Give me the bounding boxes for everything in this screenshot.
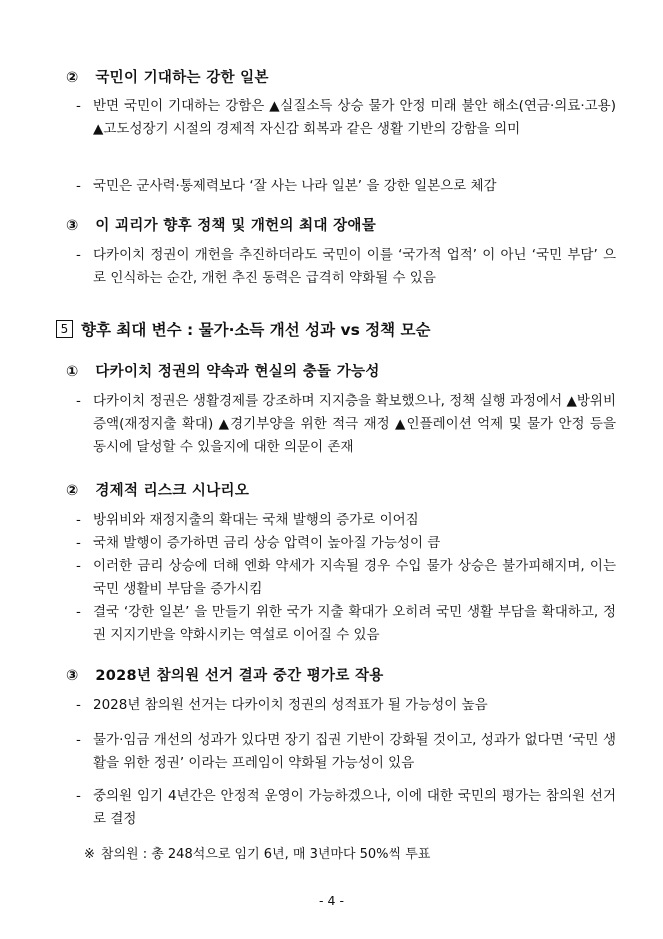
- bullet-dash: -: [76, 604, 81, 620]
- page-number: - 4 -: [319, 893, 344, 908]
- footnote-text: 참의원 : 총 248석으로 임기 6년, 매 3년마다 50%씩 투표: [100, 847, 431, 862]
- heading-number: ③: [66, 668, 79, 684]
- bullet-item: [76, 244, 616, 290]
- bullet-dash: -: [76, 558, 81, 574]
- heading-title: 경제적 리스크 시나리오: [95, 483, 250, 499]
- bullet-text: 방위비와 재정지출의 확대는 국채 발행의 증가로 이어짐: [93, 512, 419, 528]
- bullet-item: [76, 95, 616, 141]
- subsection-heading-2: [66, 479, 249, 500]
- bullet-item: [76, 175, 616, 198]
- section-heading-3: [66, 214, 376, 235]
- section-heading-2: [66, 66, 269, 87]
- footnote: [84, 843, 430, 862]
- heading-number: ③: [66, 218, 79, 234]
- bullet-text: 국민은 군사력·통제력보다 ‘잘 사는 나라 일본’ 을 강한 일본으로 체감: [93, 178, 497, 194]
- bullet-text: 다카이치 정권이 개헌을 추진하더라도 국민이 이를 ‘국가적 업적’ 이 아닌 ‘국민 부담’ 으로 인식하는 순간, 개헌 추진 동력은 급격히 약화될 수 있음: [93, 247, 616, 286]
- bullet-text: 이러한 금리 상승에 더해 엔화 약세가 지속될 경우 수입 물가 상승은 불가피해지며, 이는 국민 생활비 부담을 증가시킴: [93, 558, 616, 597]
- bullet-text: 국채 발행이 증가하면 금리 상승 압력이 높아질 가능성이 큼: [93, 535, 441, 551]
- bullet-item: [76, 509, 616, 532]
- bullet-item: [76, 532, 616, 555]
- heading-number: ①: [66, 364, 79, 380]
- heading-title: 이 괴리가 향후 정책 및 개헌의 최대 장애물: [95, 218, 377, 234]
- bullet-item: [76, 390, 616, 459]
- bullet-dash: -: [76, 512, 81, 528]
- part-heading-5: [56, 318, 431, 340]
- heading-number: ②: [66, 483, 79, 499]
- bullet-item: [76, 785, 616, 831]
- bullet-text: 다카이치 정권은 생활경제를 강조하며 지지층을 확보했으나, 정책 실행 과정에서 ▲방위비 증액(재정지출 확대) ▲경기부양을 위한 적극 재정 ▲인플레이션 억제 및 물가 안정 등을 동시에 달성할 수 있을지에 대한 의문이 존재: [93, 393, 616, 455]
- bullet-item: [76, 729, 616, 775]
- bullet-item: [76, 694, 616, 717]
- bullet-text: 물가·임금 개선의 성과가 있다면 장기 집권 기반이 강화될 것이고, 성과가 없다면 ‘국민 생활을 위한 정권’ 이라는 프레임이 약화될 가능성이 있음: [93, 732, 616, 771]
- bullet-dash: -: [76, 732, 81, 748]
- part-title: 향후 최대 변수 : 물가·소득 개선 성과 vs 정책 모순: [81, 321, 431, 339]
- bullet-dash: -: [76, 393, 81, 409]
- bullet-item: [76, 555, 616, 601]
- bullet-dash: -: [76, 535, 81, 551]
- bullet-dash: -: [76, 247, 81, 263]
- reference-mark: ※: [84, 847, 95, 862]
- bullet-dash: -: [76, 98, 81, 114]
- bullet-text: 2028년 참의원 선거는 다카이치 정권의 성적표가 될 가능성이 높음: [93, 697, 488, 713]
- heading-number: ②: [66, 70, 79, 86]
- bullet-dash: -: [76, 697, 81, 713]
- bullet-text: 반면 국민이 기대하는 강함은 ▲실질소득 상승 물가 안정 미래 불안 해소(연금·의료·고용) ▲고도성장기 시절의 경제적 자신감 회복과 같은 생활 기반의 강함을 의미: [93, 98, 616, 137]
- heading-title: 2028년 참의원 선거 결과 중간 평가로 작용: [95, 668, 384, 684]
- subsection-heading-3: [66, 664, 384, 685]
- heading-title: 국민이 기대하는 강한 일본: [95, 70, 269, 86]
- bullet-dash: -: [76, 788, 81, 804]
- part-number-box: 5: [56, 320, 73, 338]
- bullet-text: 중의원 임기 4년간은 안정적 운영이 가능하겠으나, 이에 대한 국민의 평가는 참의원 선거로 결정: [93, 788, 616, 827]
- bullet-text: 결국 ‘강한 일본’ 을 만들기 위한 국가 지출 확대가 오히려 국민 생활 부담을 확대하고, 정권 지지기반을 약화시키는 역설로 이어질 수 있음: [93, 604, 616, 643]
- subsection-heading-1: [66, 360, 380, 381]
- heading-title: 다카이치 정권의 약속과 현실의 충돌 가능성: [95, 364, 380, 380]
- bullet-item: [76, 601, 616, 647]
- bullet-dash: -: [76, 178, 81, 194]
